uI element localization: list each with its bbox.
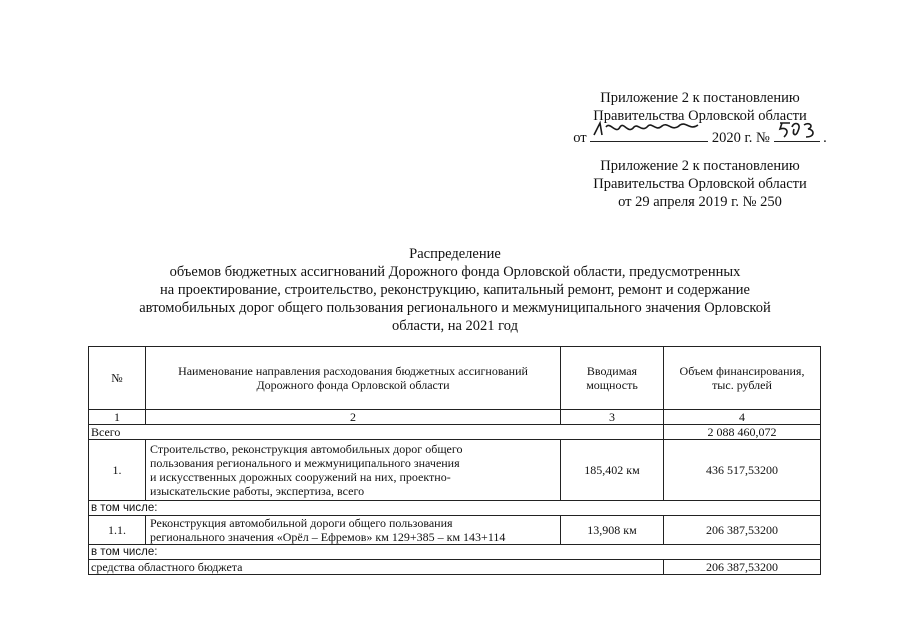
document-title: [110, 245, 800, 335]
original-line-1: Приложение 2 к постановлению: [600, 158, 800, 174]
including-row-2: [89, 545, 821, 560]
header-capacity-line-1: Вводимая: [586, 364, 638, 378]
handwritten-date-signature: [590, 117, 708, 141]
header-volume-line-1: Объем финансирования,: [679, 364, 805, 378]
including-label-2: в том числе:: [89, 545, 821, 560]
regional-budget-value: 206 387,53200: [664, 560, 821, 575]
regional-budget-label: средства областного бюджета: [89, 560, 664, 575]
title-line-4: автомобильных дорог общего пользования регионального и межмуниципального значения Орловской: [139, 300, 771, 316]
table-row: [89, 516, 821, 545]
header-name-line-1: Наименование направления расходования бюджетных ассигнований: [178, 364, 528, 378]
col-number-4: 4: [664, 410, 821, 425]
header-capacity: [561, 347, 664, 410]
row-1-name-line-2: пользования регионального и межмуниципального значения: [150, 456, 460, 470]
column-number-row: [89, 410, 821, 425]
row-1-1-name: [146, 516, 561, 545]
amendment-suffix: .: [823, 130, 827, 146]
header-name: [146, 347, 561, 410]
table-row: [89, 440, 821, 501]
title-line-5: области, на 2021 год: [392, 318, 518, 334]
col-number-3: 3: [561, 410, 664, 425]
amendment-date-line: [555, 125, 845, 147]
row-1-name: [146, 440, 561, 501]
total-row: [89, 425, 821, 440]
title-line-1: Распределение: [409, 246, 501, 262]
row-1-1-capacity: 13,908 км: [561, 516, 664, 545]
row-1-1-num: 1.1.: [89, 516, 146, 545]
handwritten-number: [774, 125, 820, 142]
handwritten-number-signature: [774, 117, 820, 141]
total-value: 2 088 460,072: [664, 425, 821, 440]
allocation-table: [88, 346, 821, 575]
header-volume: [664, 347, 821, 410]
amendment-line-2: Правительства Орловской области: [593, 108, 807, 124]
total-label: Всего: [89, 425, 664, 440]
amendment-header: [555, 89, 845, 147]
header-capacity-line-2: мощность: [586, 378, 638, 392]
row-1-volume: 436 517,53200: [664, 440, 821, 501]
table-header-row: [89, 347, 821, 410]
row-1-capacity: 185,402 км: [561, 440, 664, 501]
handwritten-date: [590, 125, 708, 142]
row-1-name-line-4: изыскательские работы, экспертиза, всего: [150, 484, 365, 498]
original-header: [555, 157, 845, 211]
original-line-2: Правительства Орловской области: [593, 176, 807, 192]
header-volume-line-2: тыс. рублей: [712, 378, 772, 392]
original-line-3: от 29 апреля 2019 г. № 250: [618, 194, 782, 210]
row-1-name-line-1: Строительство, реконструкция автомобильных дорог общего: [150, 442, 463, 456]
row-1-name-line-3: и искусственных дорожных сооружений на них, проектно-: [150, 470, 451, 484]
amendment-year: 2020 г. №: [711, 130, 770, 146]
regional-budget-row: [89, 560, 821, 575]
amendment-prefix: от: [573, 130, 587, 146]
header-name-line-2: Дорожного фонда Орловской области: [256, 378, 450, 392]
title-line-2: объемов бюджетных ассигнований Дорожного фонда Орловской области, предусмотренных: [169, 264, 741, 280]
row-1-1-name-line-1: Реконструкция автомобильной дороги общего пользования: [150, 516, 453, 530]
header-num: №: [89, 347, 146, 410]
including-label-1: в том числе:: [89, 501, 821, 516]
including-row-1: [89, 501, 821, 516]
row-1-num: 1.: [89, 440, 146, 501]
row-1-1-volume: 206 387,53200: [664, 516, 821, 545]
title-line-3: на проектирование, строительство, реконструкцию, капитальный ремонт, ремонт и содержание: [160, 282, 750, 298]
row-1-1-name-line-2: регионального значения «Орёл – Ефремов» км 129+385 – км 143+114: [150, 530, 506, 544]
col-number-2: 2: [146, 410, 561, 425]
amendment-line-1: Приложение 2 к постановлению: [600, 90, 800, 106]
col-number-1: 1: [89, 410, 146, 425]
